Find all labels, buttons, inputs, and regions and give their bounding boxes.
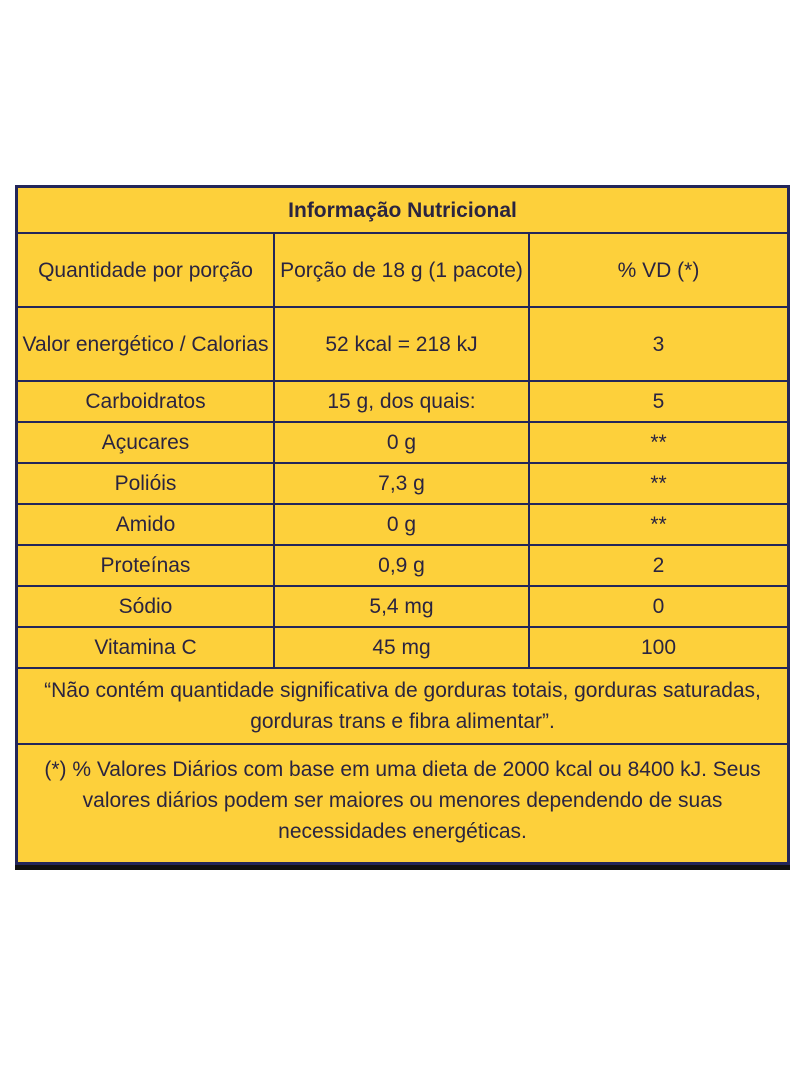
note-row: [18, 668, 787, 744]
nutrient-amount: 0 g: [274, 504, 529, 545]
not-significant-note: “Não contém quantidade significativa de gorduras totais, gorduras saturadas, gorduras trans e fibra alimentar”.: [18, 668, 787, 744]
table-row: [18, 586, 787, 627]
nutrient-name: Amido: [18, 504, 274, 545]
nutrient-amount: 45 mg: [274, 627, 529, 668]
table-title: Informação Nutricional: [18, 188, 787, 233]
header-serving-size: Porção de 18 g (1 pacote): [274, 233, 529, 307]
footnote-row: [18, 744, 787, 856]
nutrient-amount: 0,9 g: [274, 545, 529, 586]
table-row: [18, 545, 787, 586]
nutrient-amount: 7,3 g: [274, 463, 529, 504]
nutrient-daily-value: **: [529, 422, 787, 463]
nutrient-name: Carboidratos: [18, 381, 274, 422]
nutrition-facts-panel: [15, 185, 790, 865]
table-row: [18, 463, 787, 504]
nutrient-daily-value: **: [529, 504, 787, 545]
table-row: [18, 422, 787, 463]
nutrient-daily-value: 0: [529, 586, 787, 627]
nutrient-daily-value: 5: [529, 381, 787, 422]
nutrient-daily-value: **: [529, 463, 787, 504]
table-row: [18, 504, 787, 545]
nutrient-amount: 52 kcal = 218 kJ: [274, 307, 529, 381]
nutrient-name: Proteínas: [18, 545, 274, 586]
nutrient-amount: 0 g: [274, 422, 529, 463]
table-row: [18, 627, 787, 668]
nutrient-daily-value: 100: [529, 627, 787, 668]
nutrient-name: Vitamina C: [18, 627, 274, 668]
nutrient-name: Sódio: [18, 586, 274, 627]
nutrient-daily-value: 3: [529, 307, 787, 381]
header-quantity-per-serving: Quantidade por porção: [18, 233, 274, 307]
nutrient-daily-value: 2: [529, 545, 787, 586]
table-row: [18, 307, 787, 381]
nutrient-amount: 5,4 mg: [274, 586, 529, 627]
nutrient-amount: 15 g, dos quais:: [274, 381, 529, 422]
nutrient-name: Açucares: [18, 422, 274, 463]
header-row: [18, 233, 787, 307]
table-row: [18, 381, 787, 422]
nutrient-name: Valor energético / Calorias: [18, 307, 274, 381]
nutrition-table: [18, 188, 787, 856]
header-daily-value: % VD (*): [529, 233, 787, 307]
daily-values-footnote: (*) % Valores Diários com base em uma dieta de 2000 kcal ou 8400 kJ. Seus valores diários podem ser maiores ou menores dependendo de suas necessidades energéticas.: [18, 744, 787, 856]
title-row: [18, 188, 787, 233]
nutrient-name: Polióis: [18, 463, 274, 504]
